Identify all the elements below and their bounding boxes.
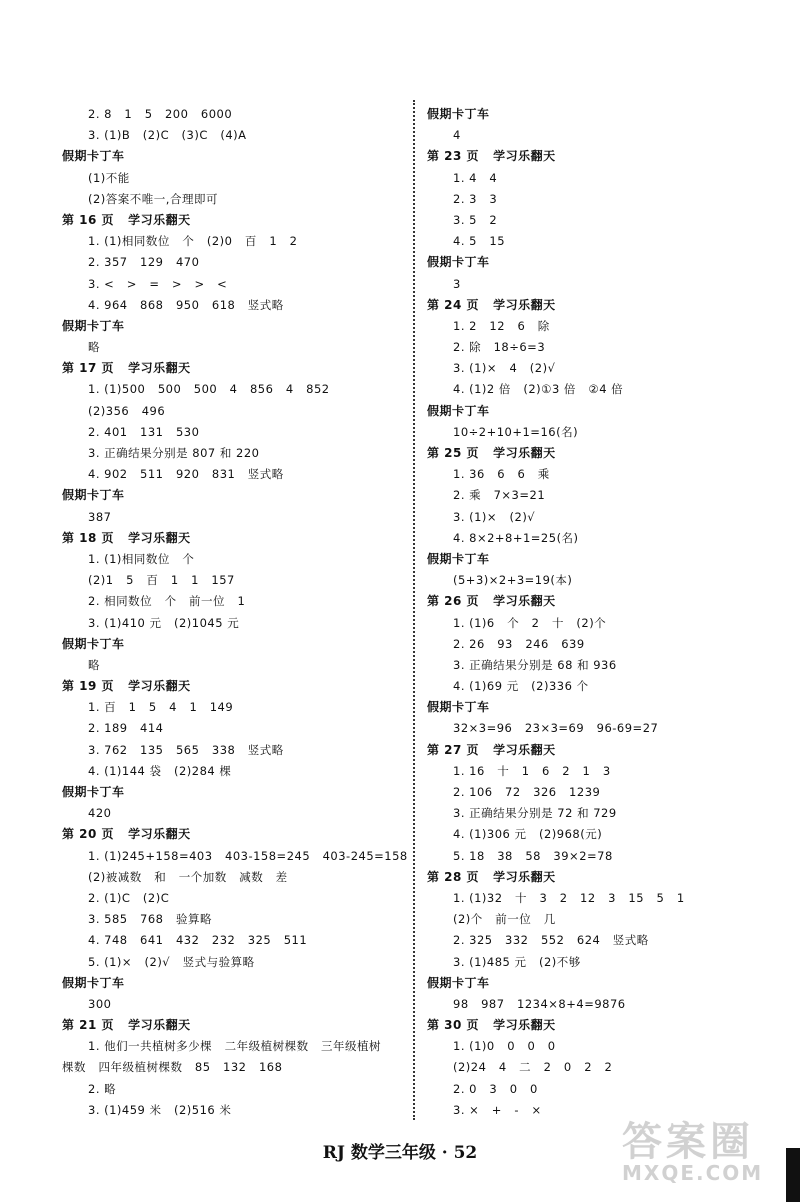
answer-line: (1)不能 <box>88 170 130 185</box>
section-heading: 假期卡丁车 <box>427 107 490 121</box>
section-heading: 假期卡丁车 <box>62 785 125 799</box>
section-heading: 假期卡丁车 <box>62 636 125 651</box>
section-heading: 假期卡丁车 <box>427 700 490 715</box>
answer-line: 3. 585 768 验算略 <box>88 912 212 927</box>
section-heading: 假期卡丁车 <box>62 975 125 990</box>
answer-line: (2)356 496 <box>88 403 166 418</box>
answer-line: 3. × + - × <box>453 1102 542 1117</box>
section-heading: 第 27 页 学习乐翻天 <box>427 742 556 757</box>
answer-line: 4. (1)144 袋 (2)284 棵 <box>88 763 232 778</box>
answer-line: 2. 乘 7×3=21 <box>453 488 546 503</box>
answer-line: 3. (1)459 米 (2)516 米 <box>88 1102 232 1117</box>
section-heading: 第 17 页 学习乐翻天 <box>62 361 191 376</box>
answer-line: 1. (1)6 个 2 十 (2)个 <box>453 615 607 630</box>
section-heading: 第 20 页 学习乐翻天 <box>62 827 191 842</box>
page-footer: RJ 数学三年级 · 52 <box>322 1143 478 1163</box>
answer-line: 1. 16 十 1 6 2 1 3 <box>453 763 611 778</box>
answer-line: (5+3)×2+3=19(本) <box>453 573 573 588</box>
answer-line: 1. (1)0 0 0 0 <box>453 1039 556 1054</box>
section-heading: 第 24 页 学习乐翻天 <box>427 297 556 312</box>
answer-line: 300 <box>88 996 112 1011</box>
answer-line: 3. (1)485 元 (2)不够 <box>453 954 581 969</box>
answer-line: 5. (1)× (2)√ 竖式与验算略 <box>88 954 255 969</box>
answer-line: 棵数 四年级植树棵数 85 132 168 <box>62 1060 283 1075</box>
answer-line: 98 987 1234×8+4=9876 <box>453 996 626 1011</box>
answer-line: 4. (1)306 元 (2)968(元) <box>453 827 603 842</box>
left-column <box>62 104 408 1121</box>
section-heading: 假期卡丁车 <box>62 488 125 503</box>
answer-line: 4. 902 511 920 831 竖式略 <box>88 467 284 482</box>
answer-line: 3. (1)B (2)C (3)C (4)A <box>88 128 247 143</box>
answer-line: 1. (1)相同数位 个 <box>88 551 195 566</box>
answer-line: 4. (1)2 倍 (2)①3 倍 ②4 倍 <box>453 382 624 397</box>
section-heading: 第 18 页 学习乐翻天 <box>62 530 191 545</box>
answer-line: 32×3=96 23×3=69 96-69=27 <box>453 721 659 736</box>
answer-line: 2. 189 414 <box>88 721 164 736</box>
watermark-bottom: MXQE.COM <box>622 1161 764 1185</box>
answer-line: 2. 相同数位 个 前一位 1 <box>88 594 246 609</box>
answer-line: 2. 357 129 470 <box>88 255 200 270</box>
answer-line: 1. 4 4 <box>453 170 498 185</box>
section-heading: 第 23 页 学习乐翻天 <box>427 149 556 164</box>
section-heading: 假期卡丁车 <box>62 149 125 164</box>
section-heading: 假期卡丁车 <box>62 318 125 333</box>
answer-line: 2. 3 3 <box>453 191 498 206</box>
answer-line: (2)被减数 和 一个加数 减数 差 <box>88 869 288 884</box>
answer-line: 1. 百 1 5 4 1 149 <box>88 700 234 715</box>
answer-line: 3. < > = > > < <box>88 276 228 291</box>
answer-line: 1. 2 12 6 除 <box>453 318 550 333</box>
answer-line: 2. 0 3 0 0 <box>453 1081 538 1096</box>
answer-line: 4. 5 15 <box>453 234 506 249</box>
section-heading: 第 19 页 学习乐翻天 <box>62 679 191 694</box>
answer-line: 1. 36 6 6 乘 <box>453 467 550 482</box>
answer-line: 10÷2+10+1=16(名) <box>453 424 579 439</box>
answer-line: 3. 正确结果分别是 72 和 729 <box>453 806 617 821</box>
section-heading: 第 30 页 学习乐翻天 <box>427 1018 556 1033</box>
answer-line: 2. 26 93 246 639 <box>453 636 585 651</box>
answer-line: 1. (1)245+158=403 403-158=245 403-245=158 <box>88 848 408 863</box>
section-heading: 假期卡丁车 <box>427 975 490 990</box>
section-heading: 假期卡丁车 <box>427 551 490 566</box>
section-heading: 第 25 页 学习乐翻天 <box>427 446 556 460</box>
answer-line: 略 <box>88 657 100 672</box>
watermark-top: 答案圈 <box>622 1119 754 1165</box>
answer-line: 3. (1)× 4 (2)√ <box>453 361 556 376</box>
section-heading: 假期卡丁车 <box>427 255 490 270</box>
answer-line: 4. (1)69 元 (2)336 个 <box>453 679 589 694</box>
answer-line: 1. (1)32 十 3 2 12 3 15 5 1 <box>453 890 685 905</box>
answer-line: 2. 325 332 552 624 竖式略 <box>453 933 649 948</box>
answer-line: 3. 正确结果分别是 68 和 936 <box>453 657 617 672</box>
answer-line: 3. (1)× (2)√ <box>453 509 536 524</box>
answer-line: 387 <box>88 509 112 524</box>
answer-line: 4. 8×2+8+1=25(名) <box>453 530 579 545</box>
section-heading: 假期卡丁车 <box>427 403 490 418</box>
answer-line: (2)24 4 二 2 0 2 2 <box>453 1060 613 1075</box>
answer-line: 略 <box>88 340 100 355</box>
answer-line: 5. 18 38 58 39×2=78 <box>453 848 613 863</box>
answer-line: 2. 401 131 530 <box>88 424 200 439</box>
section-heading: 第 16 页 学习乐翻天 <box>62 212 191 227</box>
section-heading: 第 21 页 学习乐翻天 <box>62 1018 191 1033</box>
column-divider <box>413 100 415 1120</box>
answer-line: 420 <box>88 806 112 821</box>
answer-line: 2. 8 1 5 200 6000 <box>88 107 233 121</box>
answer-line: 3. 5 2 <box>453 212 498 227</box>
answer-line: 2. 略 <box>88 1081 117 1096</box>
answer-line: 4 <box>453 128 461 143</box>
answer-line: 4. 748 641 432 232 325 511 <box>88 933 308 948</box>
answer-line: 2. (1)C (2)C <box>88 890 170 905</box>
section-heading: 第 26 页 学习乐翻天 <box>427 594 556 609</box>
section-heading: 第 28 页 学习乐翻天 <box>427 869 556 884</box>
answer-line: (2)个 前一位 几 <box>453 912 556 927</box>
answer-line: 1. 他们一共植树多少棵 二年级植树棵数 三年级植树 <box>88 1039 382 1054</box>
answer-line: 2. 除 18÷6=3 <box>453 340 546 355</box>
answer-line: (2)1 5 百 1 1 157 <box>88 573 235 588</box>
answer-line: 1. (1)相同数位 个 (2)0 百 1 2 <box>88 234 298 249</box>
answer-line: 3. 正确结果分别是 807 和 220 <box>88 446 260 460</box>
watermark-logo <box>622 1110 787 1192</box>
right-column <box>427 104 787 1121</box>
answer-line: 3 <box>453 276 461 291</box>
answer-line: 3. 762 135 565 338 竖式略 <box>88 742 284 757</box>
answer-line: 2. 106 72 326 1239 <box>453 785 601 799</box>
answer-line: 4. 964 868 950 618 竖式略 <box>88 297 284 312</box>
answer-line: 3. (1)410 元 (2)1045 元 <box>88 615 240 630</box>
answer-line: 1. (1)500 500 500 4 856 4 852 <box>88 382 330 397</box>
page-edge-mark <box>786 1148 800 1202</box>
answer-line: (2)答案不唯一,合理即可 <box>88 191 218 206</box>
